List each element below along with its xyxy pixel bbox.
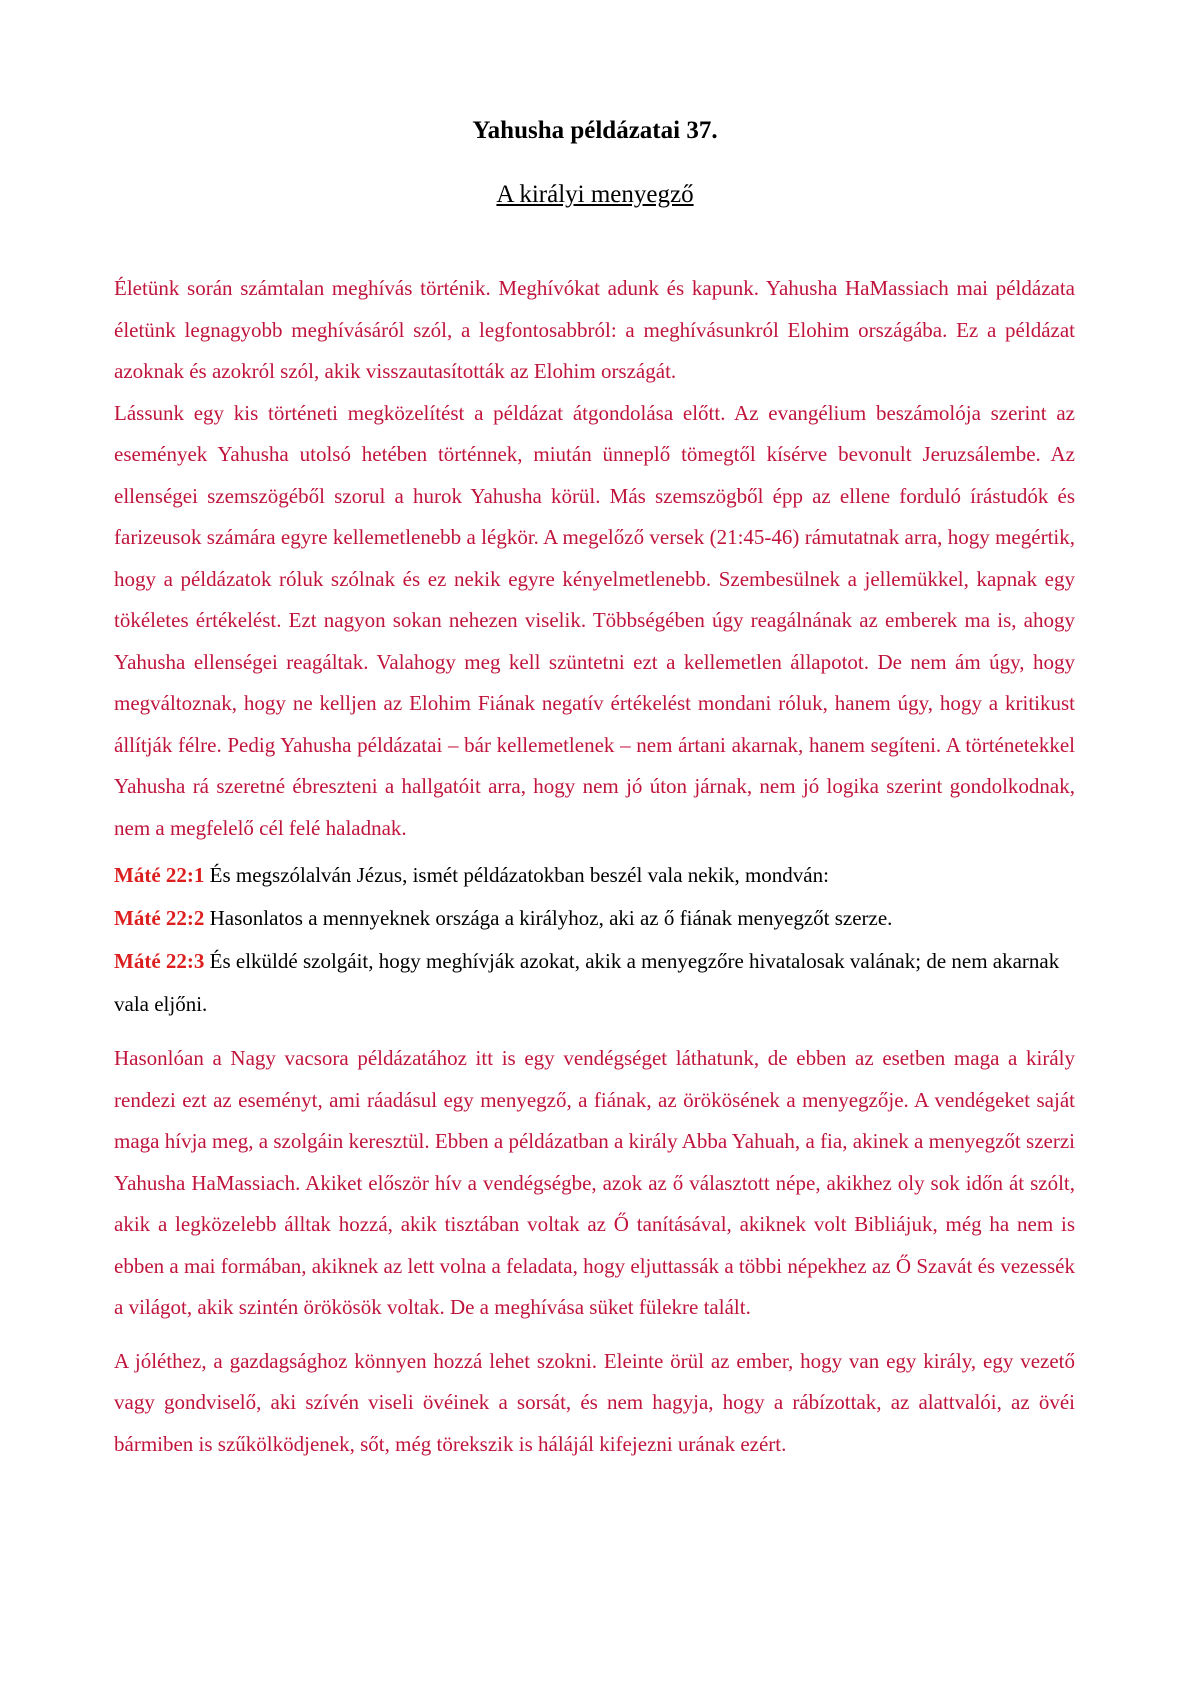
document-title: Yahusha példázatai 37. [472,117,718,144]
verse-text: Hasonlatos a mennyeknek országa a királyhoz, aki az ő fiának menyegzőt szerze. [204,906,893,930]
commentary-paragraph: A jóléthez, a gazdagsághoz könnyen hozzá lehet szokni. Eleinte örül az ember, hogy van egy király, egy vezető vagy gondviselő, aki szívén viseli övéinek a sorsát, és nem hagyja, hogy a rábízottak, az alattvalói, az övéi bármiben is szűkölködjenek, sőt, még törekszik is hálájál kifejezni urának ezért. [114,1348,1075,1456]
document-body [114,268,1075,1465]
scripture-verse [114,897,1075,940]
verse-text: És elküldé szolgáit, hogy meghívják azokat, akik a menyegzőre hivatalosak valának; de nem akarnak vala eljőni. [114,949,1060,1016]
verse-reference: Máté 22:2 [114,906,205,930]
commentary-paragraph: Lássunk egy kis történeti megközelítést a példázat átgondolása előtt. Az evangélium beszámolója szerint az események Yahusha utolsó hetében történnek, miután ünneplő tömegtől kísérve bevonult Jeruzsálembe. Az ellenségei szemszögéből szorul a hurok Yahusha körül. Más szemszögből épp az ellene forduló írástudók és farizeusok számára egyre kellemetlenebb a légkör. A megelőző versek (21:45-46) rámutatnak arra, hogy megértik, hogy a példázatok róluk szólnak és ez nekik egyre kényelmetlenebb. Szembesülnek a jellemükkel, kapnak egy tökéletes értékelést. Ezt nagyon sokan nehezen viselik. Többségében úgy reagálnának az emberek ma is, ahogy Yahusha ellenségei reagáltak. Valahogy meg kell szüntetni ezt a kellemetlen állapotot. De nem ám úgy, hogy megváltoznak, hogy ne kelljen az Elohim Fiának negatív értékelést mondani róluk, hanem úgy, hogy a kritikust állítják félre. Pedig Yahusha példázatai – bár kellemetlenek – nem ártani akarnak, hanem segíteni. A történetekkel Yahusha rá szeretné ébreszteni a hallgatóit arra, hogy nem jó úton járnak, nem jó logika szerint gondolkodnak, nem a megfelelő cél felé haladnak. [114,400,1075,840]
commentary-paragraph: Életünk során számtalan meghívás történik. Meghívókat adunk és kapunk. Yahusha HaMassiach mai példázata életünk legnagyobb meghívásáról szól, a legfontosabbról: a meghívásunkról Elohim országába. Ez a példázat azoknak és azokról szól, akik visszautasították az Elohim országát. [114,276,1075,383]
commentary-paragraph: Hasonlóan a Nagy vacsora példázatához itt is egy vendégséget láthatunk, de ebben az esetben maga a király rendezi ezt az eseményt, ami ráadásul egy menyegző, a fiának, az örökösének a menyegzője. A vendégeket saját maga hívja meg, a szolgáin keresztül. Ebben a példázatban a király Abba Yahuah, a fia, akinek a menyegzőt szerzi Yahusha HaMassiach. Akiket először hív a vendégségbe, azok az ő választott népe, akikhez oly sok időn át szólt, akik a legközelebb álltak hozzá, akik tisztában voltak az Ő tanításával, akiknek volt Bibliájuk, még ha nem is ebben a mai formában, akiknek az lett volna a feladata, hogy eljuttassák a többi népekhez az Ő Szavát és vezessék a világot, akik szintén örökösök voltak. De a meghívása süket fülekre talált. [114,1046,1075,1319]
verse-reference: Máté 22:3 [114,949,205,973]
scripture-verse [114,940,1075,1026]
verse-text: És megszólalván Jézus, ismét példázatokban beszél vala nekik, mondván: [204,863,829,887]
scripture-verse [114,854,1075,897]
document-subtitle: A királyi menyegző [496,181,694,208]
verse-reference: Máté 22:1 [114,863,205,887]
